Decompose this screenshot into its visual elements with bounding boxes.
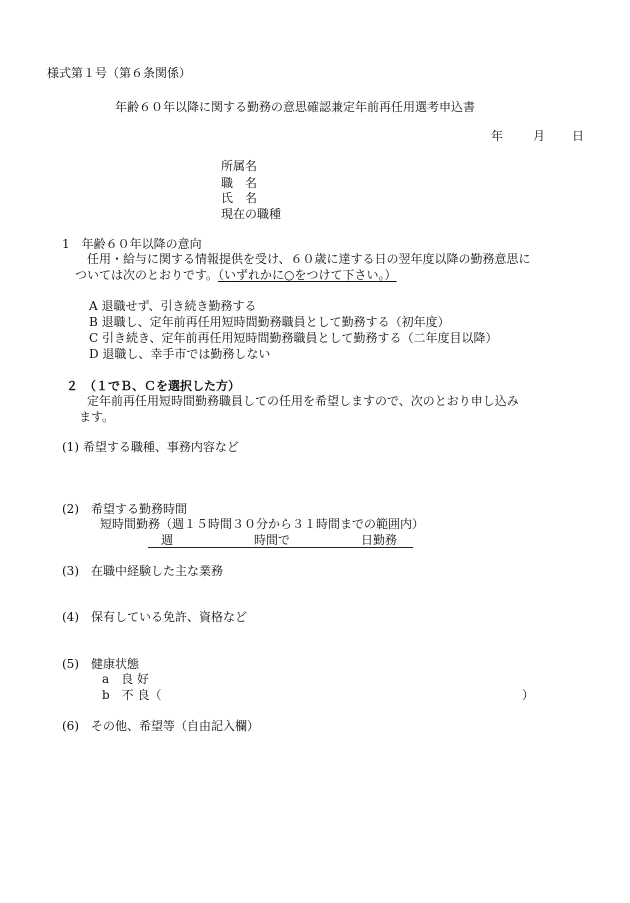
current-job-label: 現在の職種 [221,207,282,221]
section1-intro-text: ついては次のとおりです。 [75,268,219,282]
item4-label: (4) 保有している免許、資格など [62,610,247,624]
option-a: A 退職せず、引き続き勤務する [89,299,257,313]
item2-sub-label: 短時間勤務（週１５時間３０分から３１時間までの範囲内） [100,517,425,531]
form-number: 様式第１号（第６条関係） [47,66,192,80]
health-good-option: a 良 好 [102,672,149,686]
item2-hours-label: 時間で [254,533,291,547]
item2-days-label: 日勤務 [361,533,398,547]
work-hours-underline [148,547,413,548]
section2-heading: ２ （１でＢ、Ｃを選択した方） [66,379,241,393]
page-title: 年齢６０年以降に関する勤務の意思確認兼定年前再任用選考申込書 [115,100,476,114]
section2-text-line2: ます。 [79,410,115,424]
item3-label: (3) 在職中経験した主な業務 [62,564,223,578]
item5-label: (5) 健康状態 [62,657,139,671]
option-b: B 退職し、定年前再任用短時間勤務職員として勤務する（初年度） [89,315,450,329]
item1-label: (1) 希望する職種、事務内容など [62,440,239,454]
item2-label: (2) 希望する勤務時間 [62,502,187,516]
section1-intro-line1: 任用・給与に関する情報提供を受け、６０歳に達する日の翌年度以降の勤務意思に [87,252,531,266]
position-label: 職 名 [221,176,258,190]
option-c: C 引き続き、定年前再任用短時間勤務職員として勤務する（二年度目以降） [89,331,498,345]
section1-heading: 1 年齢６０年以降の意向 [62,237,202,251]
name-label: 氏 名 [221,191,258,205]
item6-label: (6) その他、希望等（自由記入欄） [62,719,259,733]
section1-intro-line2 [75,267,397,283]
section1-instruction: （いずれかに○をつけて下さい。） [218,268,397,282]
date-month-label: 月 [533,129,546,143]
affiliation-label: 所属名 [221,159,258,173]
health-poor-option: b 不 良（ [102,688,162,702]
item2-week-label: 週 [161,533,174,547]
date-year-label: 年 [491,129,504,143]
health-poor-close-paren: ） [522,688,535,702]
option-d: D 退職し、幸手市では勤務しない [89,347,271,361]
section2-text-line1: 定年前再任用短時間勤務職員しての任用を希望しますので、次のとおり申し込み [87,394,519,408]
date-day-label: 日 [572,129,585,143]
